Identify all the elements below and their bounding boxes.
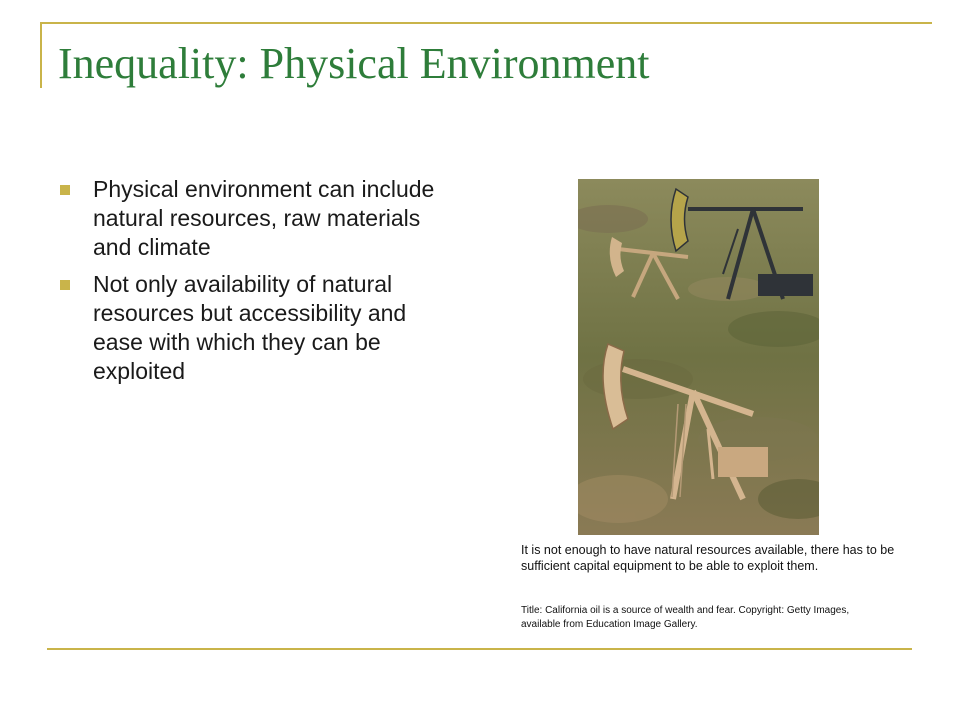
image-credit: Title: California oil is a source of wealth and fear. Copyright: Getty Images, available from Education Image Gallery. — [521, 605, 850, 630]
oil-pumpjack-photo — [578, 179, 819, 535]
bullet-item — [60, 175, 455, 262]
slide-title: Inequality: Physical Environment — [58, 39, 650, 88]
left-rule — [40, 22, 42, 88]
bullet-list — [60, 175, 455, 394]
bottom-rule — [47, 648, 912, 650]
bullet-item — [60, 270, 455, 386]
bullet-text: Physical environment can include natural resources, raw materials and climate — [93, 176, 435, 260]
square-bullet-icon — [60, 185, 70, 195]
top-rule — [40, 22, 932, 24]
image-caption: It is not enough to have natural resources available, there has to be sufficient capital equipment to be able to exploit them. — [521, 543, 895, 573]
bullet-text: Not only availability of natural resources but accessibility and ease with which they can be exploited — [93, 271, 407, 384]
square-bullet-icon — [60, 280, 70, 290]
